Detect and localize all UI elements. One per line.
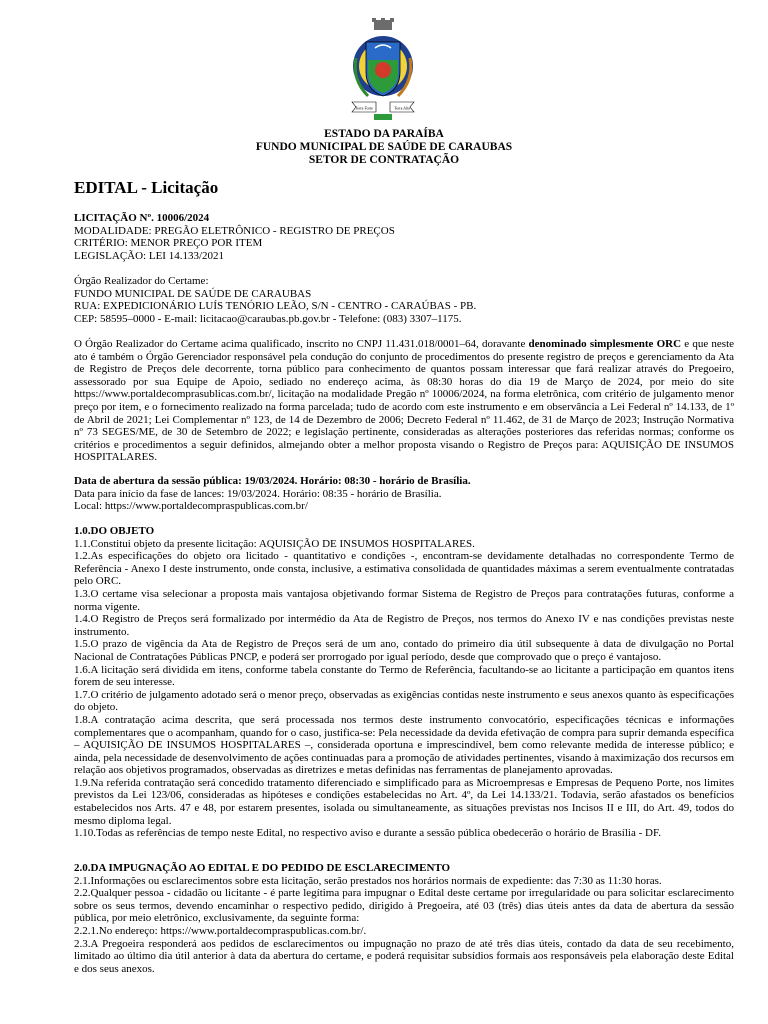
heading-estado: ESTADO DA PARAÍBA bbox=[324, 128, 444, 140]
licitacao-info bbox=[74, 212, 734, 262]
crest-banner-left: Terra Forte bbox=[355, 105, 373, 111]
secao2-item: 2.1.Informações ou esclarecimentos sobre esta licitação, serão prestados nos horários normais de expediente: das 7:30 as 11:30 horas. bbox=[74, 874, 662, 887]
secao1-item: 1.10.Todas as referências de tempo neste Edital, no respectivo aviso e durante a sessão pública obedecerão o horário de Brasília - DF. bbox=[74, 827, 661, 840]
paraiba-coat-of-arms-icon bbox=[346, 18, 420, 126]
orgao-label: Órgão Realizador do Certame: bbox=[74, 275, 209, 287]
secao-impugnacao bbox=[74, 862, 734, 975]
secao2-item: 2.2.1.No endereço: https://www.portaldecompraspublicas.com.br/. bbox=[74, 924, 367, 937]
edital-title-sep: - bbox=[137, 178, 152, 197]
intro-part2: e que neste ato é também o Órgão Gerenciador responsável pela condução do conjunto de procedimentos do presente registro de preços e gerenciamento da Ata de Registro de Preços dele decorrente, torna público para conhecimento de quantos possam interessar que fará realizar através do Pregoeiro, assessorado por sua Equipe de Apoio, sediado no endereço acima, às 08:30 horas do dia 19 de Março de 2024, por meio do site https://www.portaldecomprasublicas.com.br/, licitação na modalidade Pregão nº 10006/2024, na forma eletrônica, com critério de julgamento menor preço por item, e o fornecimento realizado na forma parcelada; tudo de acordo com este instrumento e em observância a Lei Federal nº 14.133, de 1º de Abril de 2021; Lei Complementar nº 123, de 14 de Dezembro de 2006; Decreto Federal nº 11.462, de 31 de Março de 2023; Instrução Normativa nº 73 SEGES/ME, de 30 de Setembro de 2022; e legislação pertinente, consideradas as alterações posteriores das referidas normas; conforme os critérios e procedimentos a seguir definidos, almejando obter a melhor proposta visando o Registro de Preços para: AQUISIÇÃO DE INSUMOS HOSPITALARES. bbox=[74, 338, 735, 464]
edital-title-main: EDITAL bbox=[74, 178, 137, 197]
orgao-info bbox=[74, 275, 734, 325]
orgao-contato: CEP: 58595–0000 - E-mail: licitacao@caraubas.pb.gov.br - Telefone: (083) 3307–1175. bbox=[74, 312, 462, 325]
licitacao-legislacao: LEGISLAÇÃO: LEI 14.133/2021 bbox=[74, 249, 225, 262]
heading-fundo: FUNDO MUNICIPAL DE SAÚDE DE CARAUBAS bbox=[255, 141, 513, 153]
sessao-abertura: Data de abertura da sessão pública: 19/03/2024. Horário: 08:30 - horário de Brasília. bbox=[74, 475, 471, 487]
secao2-item: 2.2.Qualquer pessoa - cidadão ou licitante - é parte legítima para impugnar o Edital deste certame por irregularidade ou para solicitar esclarecimento sobre os seus termos, devendo encaminhar o respectivo pedido, dirigido à Pregoeira, até 03 (três) dias úteis antes da data de abertura da sessão pública, por meio eletrônico, exclusivamente, da seguinte forma: bbox=[74, 887, 734, 925]
crest-banner-right: Terra Alta bbox=[393, 105, 411, 111]
secao1-item: 1.8.A contratação acima descrita, que será processada nos termos deste instrumento convocatório, especificações técnicas e informações complementares que o acompanham, quando for o caso, justifica-se: Pela necessidade da devida efetivação de compra para suprir demanda específica – AQUISIÇÃO DE INSUMOS HOSPITALARES –, considerada oportuna e imprescindível, bem como relevante medida de interesse público; e ainda, pela necessidade de desenvolvimento de ações continuadas para a promoção de atividades pertinentes, visando à maximização dos recursos em relação aos objetivos programados, observadas as diretrizes e metas definidas nas ferramentas de planejamento aprovadas. bbox=[74, 713, 734, 777]
secao2-item: 2.3.A Pregoeira responderá aos pedidos de esclarecimentos ou impugnação no prazo de até três dias úteis, contado da data de seu recebimento, limitado ao último dia útil anterior à data da abertura do certame, e poderá requisitar subsídios formais aos responsáveis pela elaboração deste Edital e dos seus anexos. bbox=[74, 937, 734, 975]
edital-title bbox=[74, 178, 218, 198]
intro-part1: O Órgão Realizador do Certame acima qualificado, inscrito no CNPJ 11.431.018/0001–64, doravante bbox=[74, 338, 529, 350]
secao1-item: 1.2.As especificações do objeto ora licitado - quantitativo e condições -, encontram-se devidamente detalhadas no correspondente Termo de Referência - Anexo I deste instrumento, onde consta, inclusive, a estimativa consolidada de quantidades máximas a serem eventualmente contratadas pelo ORC. bbox=[74, 550, 734, 588]
intro-bold: denominado simplesmente ORC bbox=[528, 338, 682, 350]
secao2-titulo: 2.0.DA IMPUGNAÇÃO AO EDITAL E DO PEDIDO DE ESCLARECIMENTO bbox=[74, 862, 451, 874]
sessao-local: Local: https://www.portaldecompraspublicas.com.br/ bbox=[74, 500, 308, 513]
secao1-item: 1.6.A licitação será dividida em itens, conforme tabela constante do Termo de Referência, facultando-se ao licitante a participação em quantos itens forem de seu interesse. bbox=[74, 663, 734, 689]
orgao-rua: RUA: EXPEDICIONÁRIO LUÍS TENÓRIO LEÃO, S/N - CENTRO - CARAÚBAS - PB. bbox=[74, 300, 477, 313]
secao1-item: 1.7.O critério de julgamento adotado será o menor preço, observadas as exigências contidas neste instrumento e seus anexos quanto às especificações do objeto. bbox=[74, 688, 734, 714]
orgao-nome: FUNDO MUNICIPAL DE SAÚDE DE CARAUBAS bbox=[74, 287, 312, 300]
sessao-lances: Data para início da fase de lances: 19/03/2024. Horário: 08:35 - horário de Brasília. bbox=[74, 487, 442, 500]
secao1-titulo: 1.0.DO OBJETO bbox=[74, 525, 155, 537]
edital-title-sub: Licitação bbox=[151, 178, 219, 197]
heading-setor: SETOR DE CONTRATAÇÃO bbox=[308, 154, 460, 166]
licitacao-modalidade: MODALIDADE: PREGÃO ELETRÔNICO - REGISTRO DE PREÇOS bbox=[74, 224, 395, 237]
intro-paragraph bbox=[74, 338, 734, 464]
licitacao-criterio: CRITÉRIO: MENOR PREÇO POR ITEM bbox=[74, 237, 263, 250]
secao1-item: 1.3.O certame visa selecionar a proposta mais vantajosa objetivando formar Sistema de Registro de Preços para contratações futuras, conforme a norma vigente. bbox=[74, 587, 734, 613]
secao1-item: 1.9.Na referida contratação será concedido tratamento diferenciado e simplificado para as Microempresas e Empresas de Pequeno Porte, nos limites previstos da Lei 123/06, consideradas as hipóteses e condições estabelecidas no Art. 4º, da Lei 14.133/21. Todavia, serão afastados os benefícios estabelecidos nos Arts. 47 e 48, por estarem presentes, isolada ou simultaneamente, as situações previstas nos Incisos II e III, do Art. 49, todos do mesmo diploma legal. bbox=[74, 776, 734, 827]
licitacao-numero: LICITAÇÃO Nº. 10006/2024 bbox=[74, 212, 210, 224]
secao1-item: 1.1.Constitui objeto da presente licitação: AQUISIÇÃO DE INSUMOS HOSPITALARES. bbox=[74, 537, 475, 550]
sessao-info bbox=[74, 475, 734, 513]
secao1-item: 1.5.O prazo de vigência da Ata de Registro de Preços será de um ano, contado do primeiro dia útil subsequente à data de divulgação no Portal Nacional de Contratações Públicas PNCP, e poderá ser prorrogado por igual período, desde que comprovado que o preço é vantajoso. bbox=[74, 638, 734, 663]
secao-objeto bbox=[74, 525, 734, 840]
secao1-item: 1.4.O Registro de Preços será formalizado por intermédio da Ata de Registro de Preços, nos termos do Anexo IV e nas condições previstas neste instrumento. bbox=[74, 613, 734, 638]
